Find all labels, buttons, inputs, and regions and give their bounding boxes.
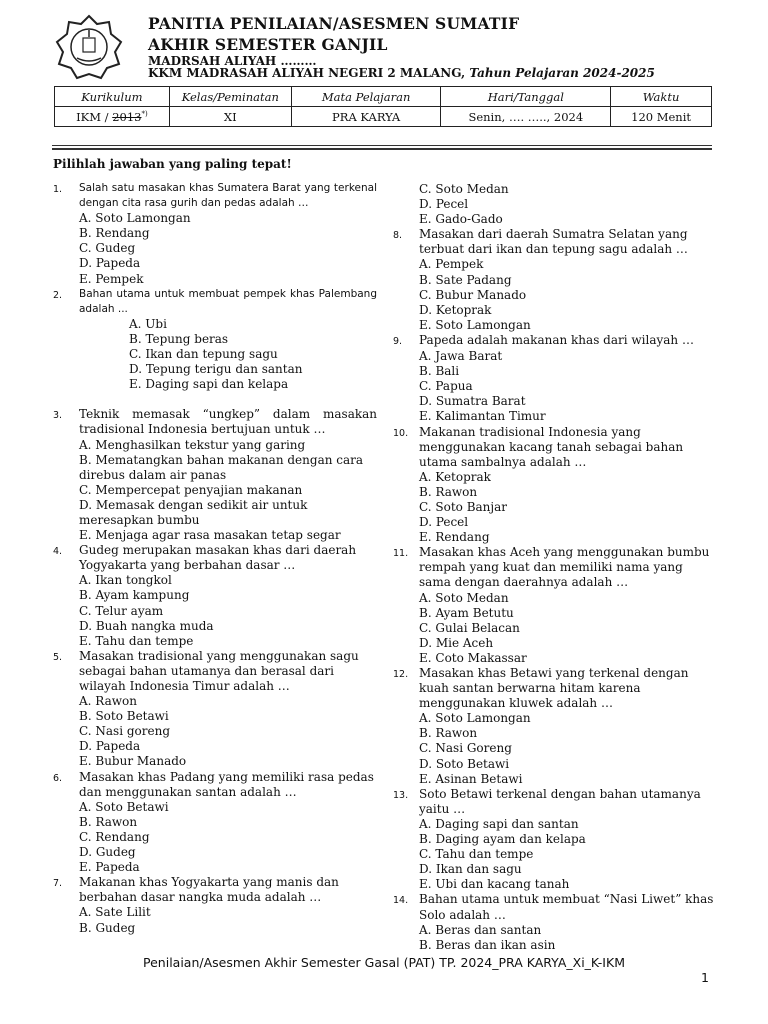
exam-info-table: [54, 86, 712, 127]
option: D. Papeda: [79, 256, 141, 271]
questions-column-right: [393, 182, 717, 953]
question-10: [393, 425, 717, 470]
option: E. Papeda: [79, 860, 140, 875]
ministry-logo-icon: [53, 14, 125, 80]
col-header-hari: Hari/Tanggal: [441, 87, 611, 107]
header-line-1: PANITIA PENILAIAN/ASESMEN SUMATIF: [148, 14, 520, 33]
option: B. Mematangkan bahan makanan dengan cara direbus dalam air panas: [79, 452, 364, 482]
option: E. Gado-Gado: [419, 212, 503, 227]
option: C. Gulai Belacan: [419, 620, 520, 635]
question-text: Masakan tradisional yang menggunakan sagu sebagai bahan utamanya dan berasal dari wilayah Indonesia Timur adalah …: [79, 648, 359, 693]
question-number: 13.: [393, 789, 409, 801]
option: B. Bali: [419, 364, 460, 379]
option: C. Soto Medan: [419, 182, 509, 196]
question-7: [53, 875, 377, 905]
header-line-3: MADRSAH ALIYAH ………: [148, 54, 317, 68]
option: D. Soto Betawi: [419, 756, 510, 771]
header-school: KKM MADRASAH ALIYAH NEGERI 2 MALANG,: [148, 66, 470, 80]
question-number: 6.: [53, 772, 63, 784]
cell-mapel: PRA KARYA: [291, 107, 441, 127]
option: A. Beras dan santan: [419, 922, 542, 937]
question-number: 2.: [53, 289, 63, 301]
option: D. Sumatra Barat: [419, 394, 526, 409]
option: B. Beras dan ikan asin: [419, 937, 556, 952]
option: E. Ubi dan kacang tanah: [419, 877, 570, 892]
option: A. Sate Lilit: [79, 905, 151, 920]
question-5: [53, 649, 377, 694]
col-header-kurikulum: Kurikulum: [55, 87, 170, 107]
question-12: [393, 666, 717, 711]
instruction-text: Pilihlah jawaban yang paling tepat!: [53, 157, 292, 171]
option: A. Daging sapi dan santan: [419, 816, 579, 831]
option: A. Soto Medan: [419, 590, 509, 605]
option: C. Rendang: [79, 829, 150, 844]
header-divider-thin: [52, 145, 712, 146]
option: A. Ubi: [129, 316, 167, 331]
option: B. Ayam kampung: [79, 588, 190, 603]
question-text: Masakan dari daerah Sumatra Selatan yang terbuat dari ikan dan tepung sagu adalah …: [419, 227, 688, 257]
option: A. Menghasilkan tekstur yang garing: [79, 437, 306, 452]
option: D. Ikan dan sagu: [419, 862, 522, 877]
kurikulum-value: IKM /: [76, 109, 113, 124]
option: C. Nasi Goreng: [419, 741, 512, 756]
col-header-waktu: Waktu: [611, 87, 712, 107]
col-header-kelas: Kelas/Peminatan: [169, 87, 291, 107]
questions-column-left: [53, 181, 377, 936]
header-year: Tahun Pelajaran 2024-2025: [469, 66, 655, 80]
kurikulum-note: *): [141, 109, 148, 118]
option: B. Soto Betawi: [79, 709, 169, 724]
option: B. Tepung beras: [129, 331, 229, 346]
option: E. Menjaga agar rasa masakan tetap segar: [79, 528, 341, 543]
option: D. Tepung terigu dan santan: [129, 362, 303, 377]
option: C. Bubur Manado: [419, 287, 527, 302]
question-text: Teknik memasak “ungkep” dalam masakan tradisional Indonesia bertujuan untuk …: [79, 407, 377, 437]
option: D. Pecel: [419, 515, 469, 530]
option: D. Memasak dengan sedikit air untuk meresapkan bumbu: [79, 497, 308, 527]
question-number: 12.: [393, 669, 409, 680]
question-2: [53, 287, 377, 317]
option: B. Rawon: [419, 484, 478, 499]
question-text: Salah satu masakan khas Sumatera Barat yang terkenal dengan cita rasa gurih dan pedas adalah …: [79, 182, 377, 210]
option: C. Mempercepat penyajian makanan: [79, 482, 303, 497]
question-8: [393, 227, 717, 257]
option: A. Ketoprak: [419, 469, 491, 484]
question-text: Gudeg merupakan masakan khas dari daerah Yogyakarta yang berbahan dasar …: [79, 543, 357, 573]
question-text: Soto Betawi terkenal dengan bahan utamanya yaitu …: [419, 786, 701, 816]
option: A. Jawa Barat: [419, 349, 503, 364]
cell-hari: Senin, …. ….., 2024: [441, 107, 611, 127]
option: C. Soto Banjar: [419, 499, 508, 514]
question-3: [53, 407, 377, 437]
option: E. Tahu dan tempe: [79, 633, 194, 648]
option: C. Nasi goreng: [79, 724, 171, 739]
question-number: 8.: [393, 230, 403, 242]
question-1: [53, 181, 377, 211]
question-text: Masakan khas Aceh yang menggunakan bumbu rempah yang kuat dan memiliki nama yang sama dengan daerahnya adalah …: [419, 545, 710, 590]
question-number: 1.: [53, 184, 63, 195]
option: B. Rawon: [79, 814, 138, 829]
option: B. Ayam Betutu: [419, 605, 514, 620]
option: E. Daging sapi dan kelapa: [129, 377, 289, 392]
option: E. Kalimantan Timur: [419, 409, 546, 424]
option: A. Ikan tongkol: [79, 573, 172, 588]
option: C. Papua: [419, 379, 473, 394]
question-number: 3.: [53, 410, 63, 422]
page-footer: Penilaian/Asesmen Akhir Semester Gasal (PAT) TP. 2024_PRA KARYA_Xi_K-IKM: [143, 955, 625, 970]
question-13: [393, 787, 717, 817]
kurikulum-struck: 2013: [112, 109, 142, 124]
question-11: [393, 545, 717, 590]
option: B. Sate Padang: [419, 272, 512, 287]
option: D. Pecel: [419, 197, 469, 212]
option: A. Pempek: [419, 257, 484, 272]
option: D. Mie Aceh: [419, 635, 494, 650]
question-text: Makanan tradisional Indonesia yang menggunakan kacang tanah sebagai bahan utama sambalnya adalah …: [419, 424, 684, 469]
question-text: Bahan utama untuk membuat “Nasi Liwet” khas Solo adalah …: [419, 892, 714, 922]
question-number: 9.: [393, 335, 403, 347]
question-text: Bahan utama untuk membuat pempek khas Palembang adalah ...: [79, 287, 377, 315]
option: A. Soto Lamongan: [419, 711, 531, 726]
option: D. Gudeg: [79, 845, 136, 860]
option: A. Rawon: [79, 694, 137, 709]
option: C. Tahu dan tempe: [419, 847, 534, 862]
question-9: [393, 333, 717, 349]
question-text: Masakan khas Betawi yang terkenal dengan kuah santan berwarna hitam karena menggunakan kluwek adalah …: [419, 666, 689, 711]
option: D. Ketoprak: [419, 302, 492, 317]
option: B. Rawon: [419, 726, 478, 741]
question-14: [393, 892, 717, 922]
question-number: 11.: [393, 548, 409, 560]
header-line-4: [148, 66, 655, 80]
option: E. Coto Makassar: [419, 650, 527, 665]
option: D. Papeda: [79, 739, 141, 754]
question-number: 14.: [393, 895, 409, 907]
option: E. Soto Lamongan: [419, 317, 531, 332]
question-4: [53, 543, 377, 573]
option: B. Rendang: [79, 226, 150, 241]
header-divider-thick: [52, 148, 712, 150]
question-text: Masakan khas Padang yang memiliki rasa pedas dan menggunakan santan adalah …: [79, 769, 374, 799]
cell-kelas: XI: [169, 107, 291, 127]
option: D. Buah nangka muda: [79, 618, 214, 633]
option: E. Asinan Betawi: [419, 771, 523, 786]
question-number: 5.: [53, 651, 63, 663]
spacer: [53, 392, 377, 407]
option: E. Rendang: [419, 530, 490, 545]
option: A. Soto Betawi: [79, 799, 169, 814]
option: C. Telur ayam: [79, 603, 164, 618]
option: B. Daging ayam dan kelapa: [419, 832, 586, 847]
option: E. Bubur Manado: [79, 754, 187, 769]
option: A. Soto Lamongan: [79, 211, 191, 226]
question-number: 4.: [53, 546, 63, 558]
cell-waktu: 120 Menit: [611, 107, 712, 127]
col-header-mapel: Mata Pelajaran: [291, 87, 441, 107]
option: E. Pempek: [79, 271, 144, 286]
header-line-2: AKHIR SEMESTER GANJIL: [148, 35, 388, 54]
question-number: 7.: [53, 878, 63, 890]
question-text: Makanan khas Yogyakarta yang manis dan berbahan dasar nangka muda adalah …: [79, 875, 339, 905]
question-text: Papeda adalah makanan khas dari wilayah …: [419, 332, 694, 347]
option: C. Ikan dan tepung sagu: [129, 347, 278, 362]
option: C. Gudeg: [79, 241, 136, 256]
option: B. Gudeg: [79, 920, 136, 935]
cell-kurikulum: [55, 107, 170, 127]
page-number: 1: [701, 970, 709, 985]
question-number: 10.: [393, 427, 409, 439]
question-6: [53, 770, 377, 800]
